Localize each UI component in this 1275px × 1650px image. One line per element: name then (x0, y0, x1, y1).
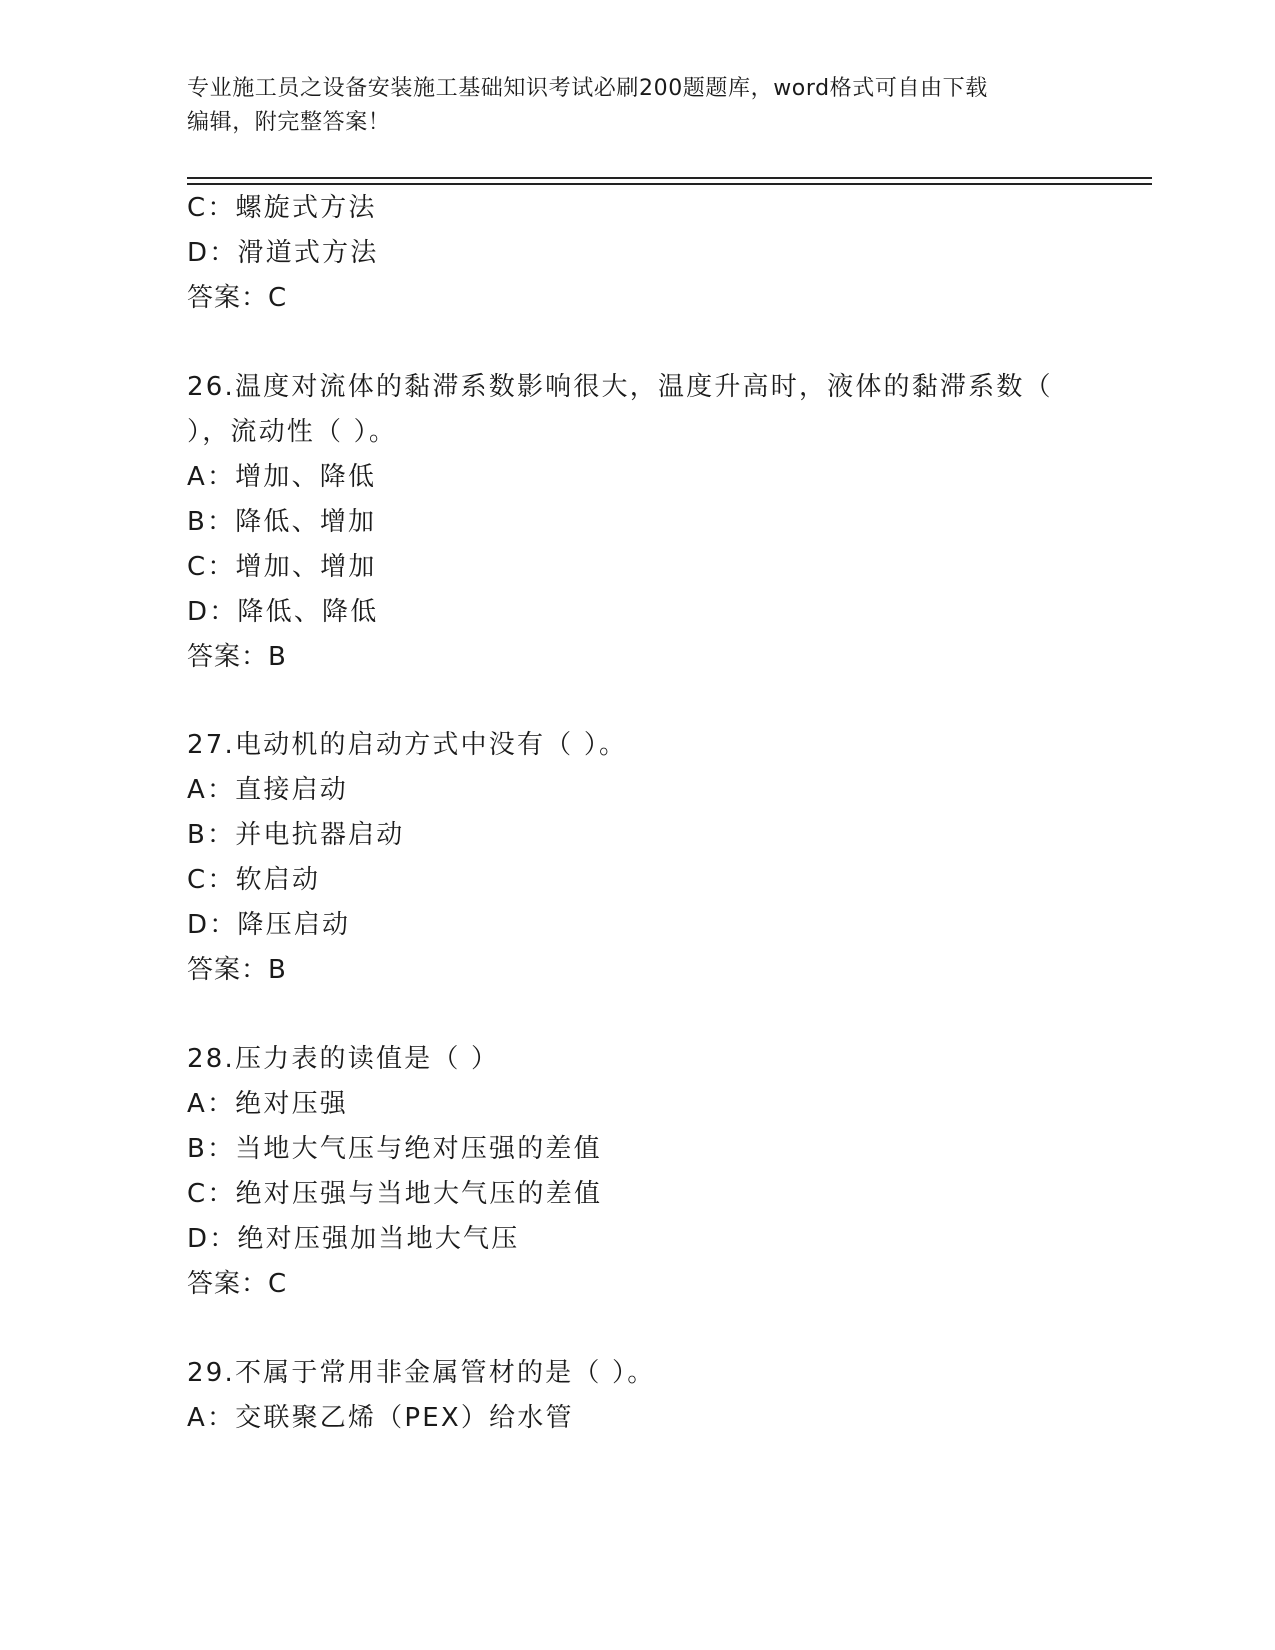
q27-answer: 答案：B (187, 955, 287, 985)
q27-option-a: A：直接启动 (187, 775, 348, 805)
q28-stem: 28.压力表的读值是（ ） (187, 1044, 500, 1074)
q27-option-b: B：并电抗器启动 (187, 820, 405, 850)
q28-answer: 答案：C (187, 1269, 288, 1299)
q29-option-a: A：交联聚乙烯（PEX）给水管 (187, 1403, 574, 1433)
q25-option-d: D：滑道式方法 (187, 238, 379, 268)
q27-option-d: D：降压启动 (187, 910, 351, 940)
q28-option-a: A：绝对压强 (187, 1089, 348, 1119)
q26-answer: 答案：B (187, 642, 287, 672)
q26-option-c: C：增加、增加 (187, 552, 377, 582)
header-rule-bottom (187, 183, 1152, 185)
q27-stem: 27.电动机的启动方式中没有（ ）。 (187, 730, 628, 760)
q28-option-b: B：当地大气压与绝对压强的差值 (187, 1134, 602, 1164)
q27-option-c: C：软启动 (187, 865, 321, 895)
q29-stem: 29.不属于常用非金属管材的是（ ）。 (187, 1358, 656, 1388)
q26-stem-line-1: 26.温度对流体的黏滞系数影响很大，温度升高时，液体的黏滞系数（ (187, 372, 1053, 402)
document-header (187, 72, 1087, 140)
q26-option-a: A：增加、降低 (187, 462, 377, 492)
q26-option-d: D：降低、降低 (187, 597, 379, 627)
q26-option-b: B：降低、增加 (187, 507, 377, 537)
q28-option-d: D：绝对压强加当地大气压 (187, 1224, 520, 1254)
header-rule-top (187, 177, 1152, 179)
q25-option-c: C：螺旋式方法 (187, 193, 377, 223)
q25-answer: 答案：C (187, 283, 288, 313)
q28-option-c: C：绝对压强与当地大气压的差值 (187, 1179, 603, 1209)
q26-stem-line-2: ），流动性（ ）。 (187, 417, 398, 447)
header-title-line-1: 专业施工员之设备安装施工基础知识考试必刷200题题库，word格式可自由下载 (187, 76, 988, 101)
header-title-line-2: 编辑，附完整答案！ (187, 110, 391, 135)
